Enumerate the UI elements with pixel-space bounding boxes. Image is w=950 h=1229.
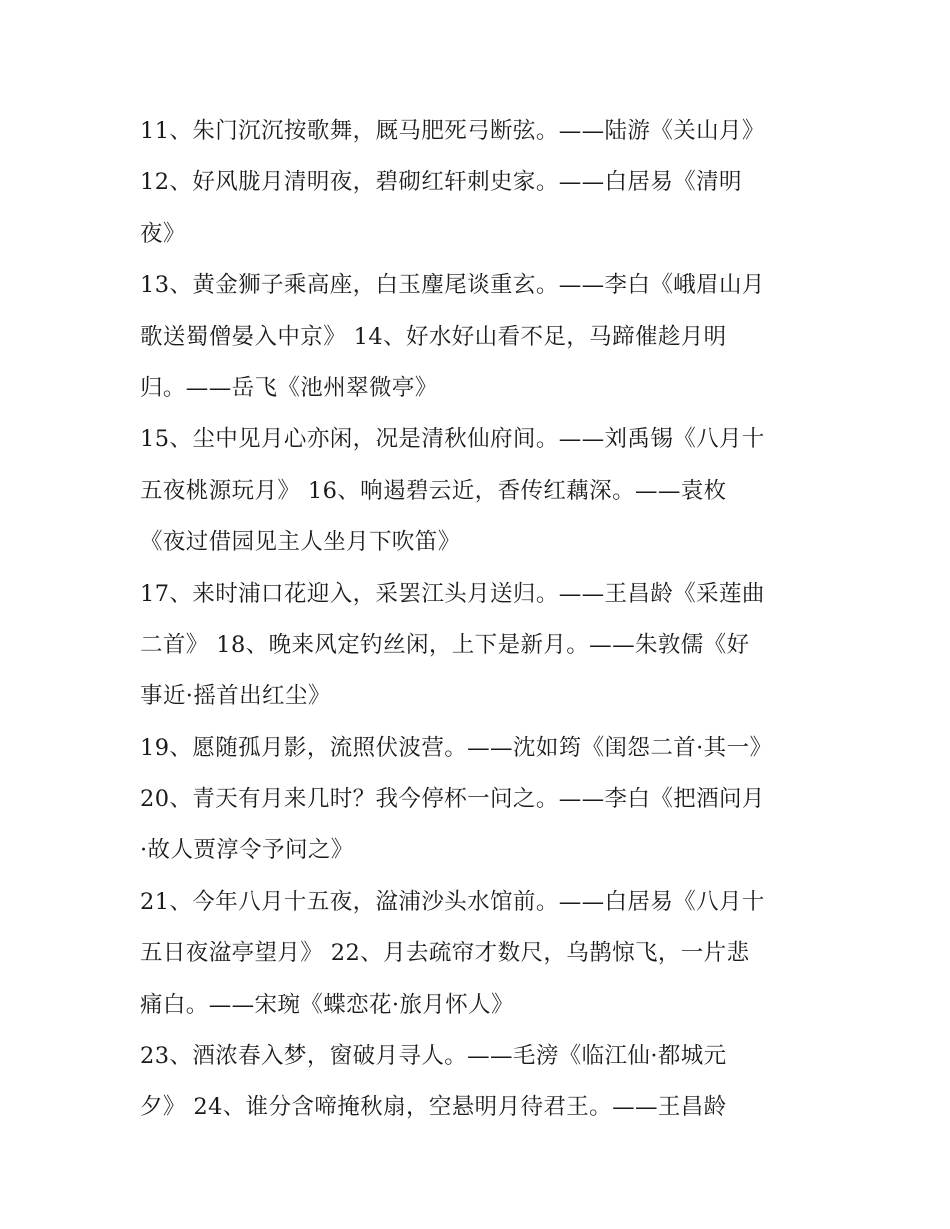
text-line: 21、今年八月十五夜，湓浦沙头水馆前。——白居易《八月十 [140, 888, 765, 915]
text-line: 12、好风胧月清明夜，碧砌红轩刺史家。——白居易《清明 [140, 169, 742, 196]
text-line: 归。——岳飞《池州翠微亭》 [140, 374, 438, 401]
text-line: 歌送蜀僧晏入中京》 14、好水好山看不足，马蹄催趁月明 [140, 323, 727, 350]
text-line: 夕》 24、谁分含啼掩秋扇，空悬明月待君王。——王昌龄 [140, 1094, 727, 1121]
text-line: 夜》 [140, 220, 186, 247]
text-line: 《夜过借园见主人坐月下吹笛》 [140, 529, 461, 556]
text-line: 23、酒浓春入梦，窗破月寻人。——毛滂《临江仙·都城元 [140, 1043, 727, 1070]
text-line: 19、愿随孤月影，流照伏波营。——沈如筠《闺怨二首·其一》 [140, 734, 773, 761]
text-line: 事近·摇首出红尘》 [140, 683, 331, 710]
text-line: 五夜桃源玩月》 16、响遏碧云近，香传红藕深。——袁枚 [140, 477, 727, 504]
text-line: 13、黄金狮子乘高座，白玉麈尾谈重玄。——李白《峨眉山月 [140, 272, 765, 299]
text-line: 二首》 18、晚来风定钓丝闲，上下是新月。——朱敦儒《好 [140, 631, 750, 658]
text-line: 痛白。——宋琬《蝶恋花·旅月怀人》 [140, 991, 514, 1018]
text-line: 五日夜湓亭望月》 22、月去疏帘才数尺，乌鹊惊飞，一片悲 [140, 940, 750, 967]
text-line: 20、青天有月来几时？我今停杯一问之。——李白《把酒问月 [140, 786, 765, 813]
text-line: 17、来时浦口花迎入，采罢江头月送归。——王昌龄《采莲曲 [140, 580, 765, 607]
text-line: 15、尘中见月心亦闲，况是清秋仙府间。——刘禹锡《八月十 [140, 426, 765, 453]
text-line: ·故人贾淳令予问之》 [140, 837, 354, 864]
poem-quote-list [140, 106, 840, 1134]
text-line: 11、朱门沉沉按歌舞，厩马肥死弓断弦。——陆游《关山月》 [140, 118, 765, 144]
